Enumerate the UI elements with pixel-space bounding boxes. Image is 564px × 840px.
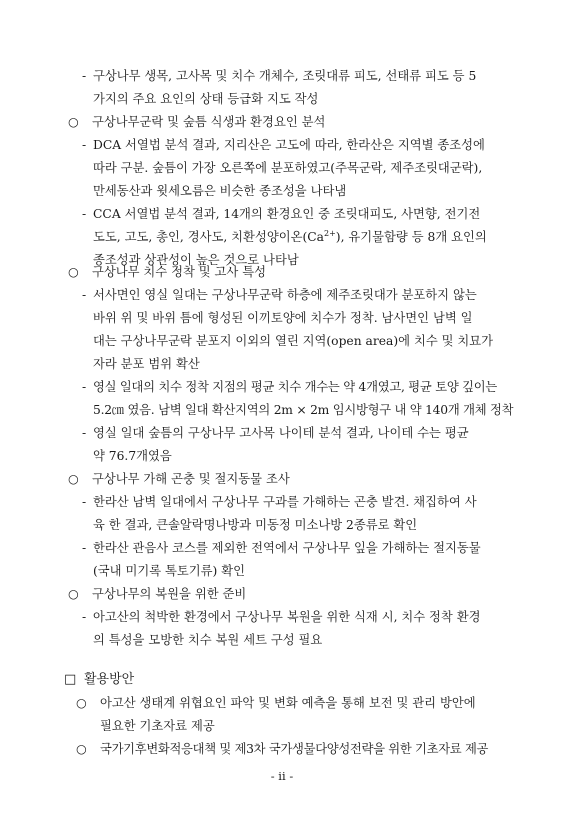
page-number: - ii - xyxy=(270,769,294,783)
text-line: 바위 위 및 바위 틈에 형성된 이끼토양에 치수가 정착. 남사면인 남벽 일 xyxy=(93,311,473,325)
text-line: 영실 일대의 치수 정착 지점의 평균 치수 개수는 약 4개였고, 평균 토양 깊이는 xyxy=(93,380,498,394)
text-line: 가지의 주요 요인의 상태 등급화 지도 작성 xyxy=(93,92,319,106)
text-fragment: ), 유기물함량 등 8개 요인의 xyxy=(335,230,487,244)
dash-bullet: - xyxy=(82,541,87,555)
text-line: 만세동산과 윗세오름은 비슷한 종조성을 나타냄 xyxy=(93,184,347,198)
dash-bullet: - xyxy=(82,380,87,394)
text-line: 구상나무 가해 곤충 및 절지동물 조사 xyxy=(92,472,290,486)
circle-bullet: ○ xyxy=(68,587,79,601)
text-line: 한라산 남벽 일대에서 구상나무 구과를 가해하는 곤충 발견. 채집하여 사 xyxy=(93,495,477,509)
text-line: 따라 구분. 숲틈이 가장 오른쪽에 분포하였고(주목군락, 제주조릿대군락), xyxy=(93,161,483,175)
circle-bullet: ○ xyxy=(76,696,87,710)
text-line: DCA 서열법 분석 결과, 지리산은 고도에 따라, 한라산은 지역별 종조성에 xyxy=(93,138,485,152)
text-line: 아고산 생태계 위협요인 파악 및 변화 예측을 통해 보전 및 관리 방안에 xyxy=(100,696,476,710)
dash-bullet: - xyxy=(82,207,87,221)
text-line: 한라산 관음사 코스를 제외한 전역에서 구상나무 잎을 가해하는 절지동물 xyxy=(93,541,481,555)
text-line: 아고산의 척박한 환경에서 구상나무 복원을 위한 식재 시, 치수 정착 환경 xyxy=(93,610,481,624)
text-line: 영실 일대 숲틈의 구상나무 고사목 나이테 분석 결과, 나이테 수는 평균 xyxy=(93,426,469,440)
circle-bullet: ○ xyxy=(76,742,87,756)
text-line: CCA 서열법 분석 결과, 14개의 환경요인 중 조릿대피도, 사면향, 전기전 xyxy=(93,207,481,221)
text-line: 활용방안 xyxy=(84,672,135,687)
text-line: 국가기후변화적응대책 및 제3차 국가생물다양성전략을 위한 기초자료 제공 xyxy=(100,742,489,756)
dash-bullet: - xyxy=(82,426,87,440)
text-line: 5.2㎝ 였음. 남벽 일대 확산지역의 2m × 2m 임시방형구 내 약 140개 개체 정착 xyxy=(93,403,514,417)
dash-bullet: - xyxy=(82,610,87,624)
superscript: 2+ xyxy=(324,228,336,238)
dash-bullet: - xyxy=(82,288,87,302)
text-line: 서사면인 영실 일대는 구상나무군락 하층에 제주조릿대가 분포하지 않는 xyxy=(93,288,477,302)
text-line: 구상나무 치수 정착 및 고사 특성 xyxy=(92,265,266,279)
text-line: (국내 미기록 톡토기류) 확인 xyxy=(93,564,245,578)
text-line: 자라 분포 범위 확산 xyxy=(93,357,200,371)
text-line: 구상나무군락 및 숲틈 식생과 환경요인 분석 xyxy=(92,115,326,129)
text-line: 육 한 결과, 큰솔알락명나방과 미동정 미소나방 2종류로 확인 xyxy=(93,518,418,532)
dash-bullet: - xyxy=(82,495,87,509)
circle-bullet: ○ xyxy=(68,472,79,486)
text-line: 약 76.7개였음 xyxy=(93,449,172,463)
square-bullet: □ xyxy=(64,672,77,687)
dash-bullet: - xyxy=(82,69,87,83)
text-line: 종조성과 상관성이 높은 것으로 나타남 xyxy=(93,253,299,267)
text-fragment: 도도, 고도, 총인, 경사도, 치환성양이온(Ca xyxy=(93,230,324,244)
text-line xyxy=(93,226,487,249)
text-line: 의 특성을 모방한 치수 복원 세트 구성 필요 xyxy=(93,633,323,647)
circle-bullet: ○ xyxy=(68,265,79,279)
text-line: 구상나무의 복원을 위한 준비 xyxy=(92,587,247,601)
text-line: 대는 구상나무군락 분포지 이외의 열린 지역(open area)에 치수 및 치묘가 xyxy=(93,334,494,348)
text-line: 필요한 기초자료 제공 xyxy=(100,719,215,733)
circle-bullet: ○ xyxy=(68,115,79,129)
dash-bullet: - xyxy=(82,138,87,152)
text-line: 구상나무 생목, 고사목 및 치수 개체수, 조릿대류 피도, 선태류 피도 등 5 xyxy=(93,69,477,83)
